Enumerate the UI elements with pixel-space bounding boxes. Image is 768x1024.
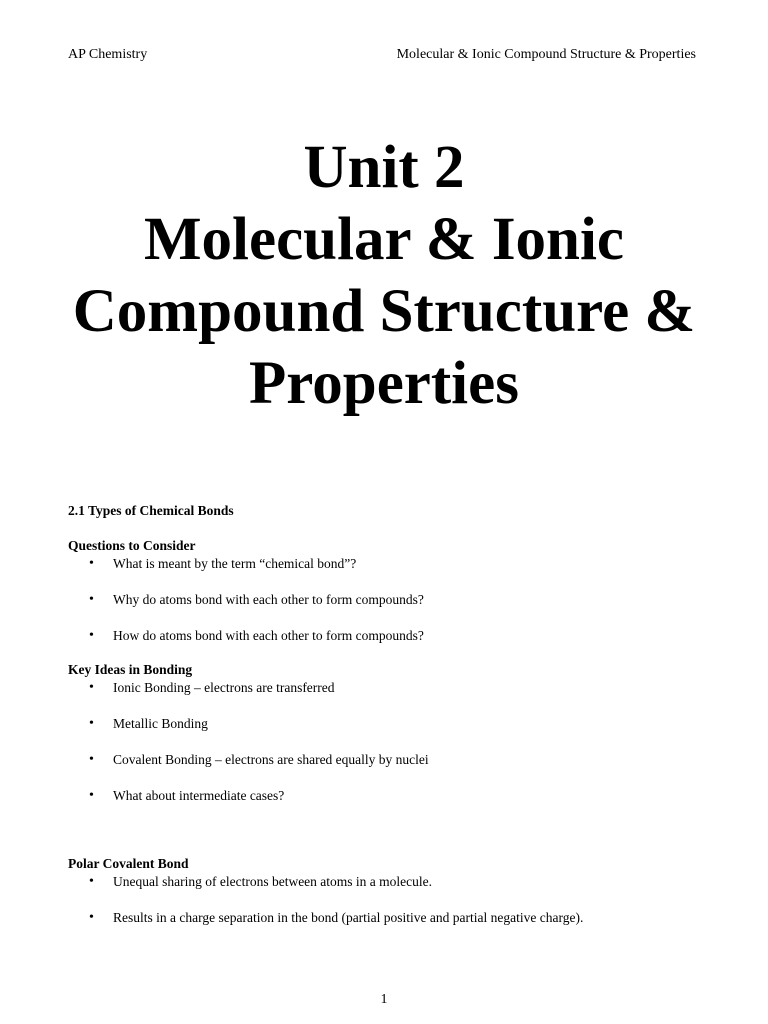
title-line-3: Compound Structure &	[72, 278, 696, 345]
list-item: • Why do atoms bond with each other to form compounds?	[68, 591, 424, 608]
page-number: 1	[380, 992, 388, 1007]
list-item: • Results in a charge separation in the bond (partial positive and partial negative charge).	[68, 909, 583, 926]
questions-list	[68, 555, 424, 644]
list-item: • How do atoms bond with each other to form compounds?	[68, 627, 424, 644]
section-heading: 2.1 Types of Chemical Bonds	[68, 503, 234, 518]
title-line-unit: Unit 2	[303, 134, 465, 201]
questions-heading: Questions to Consider	[68, 538, 196, 553]
key-ideas-heading: Key Ideas in Bonding	[68, 662, 193, 677]
polar-heading: Polar Covalent Bond	[68, 856, 189, 871]
list-item: • What about intermediate cases?	[68, 787, 429, 804]
list-item: • Unequal sharing of electrons between atoms in a molecule.	[68, 873, 583, 890]
key-ideas-list	[68, 679, 429, 804]
list-item: • Metallic Bonding	[68, 715, 429, 732]
list-item: • Covalent Bonding – electrons are shared equally by nuclei	[68, 751, 429, 768]
list-item: • Ionic Bonding – electrons are transferred	[68, 679, 429, 696]
title-line-2: Molecular & Ionic	[143, 206, 625, 273]
title-line-4: Properties	[249, 350, 519, 417]
list-item: • What is meant by the term “chemical bond”?	[68, 555, 424, 572]
polar-list	[68, 873, 583, 926]
page-title	[0, 132, 768, 420]
header-topic: Molecular & Ionic Compound Structure & Properties	[396, 47, 696, 62]
header-course: AP Chemistry	[68, 47, 148, 62]
